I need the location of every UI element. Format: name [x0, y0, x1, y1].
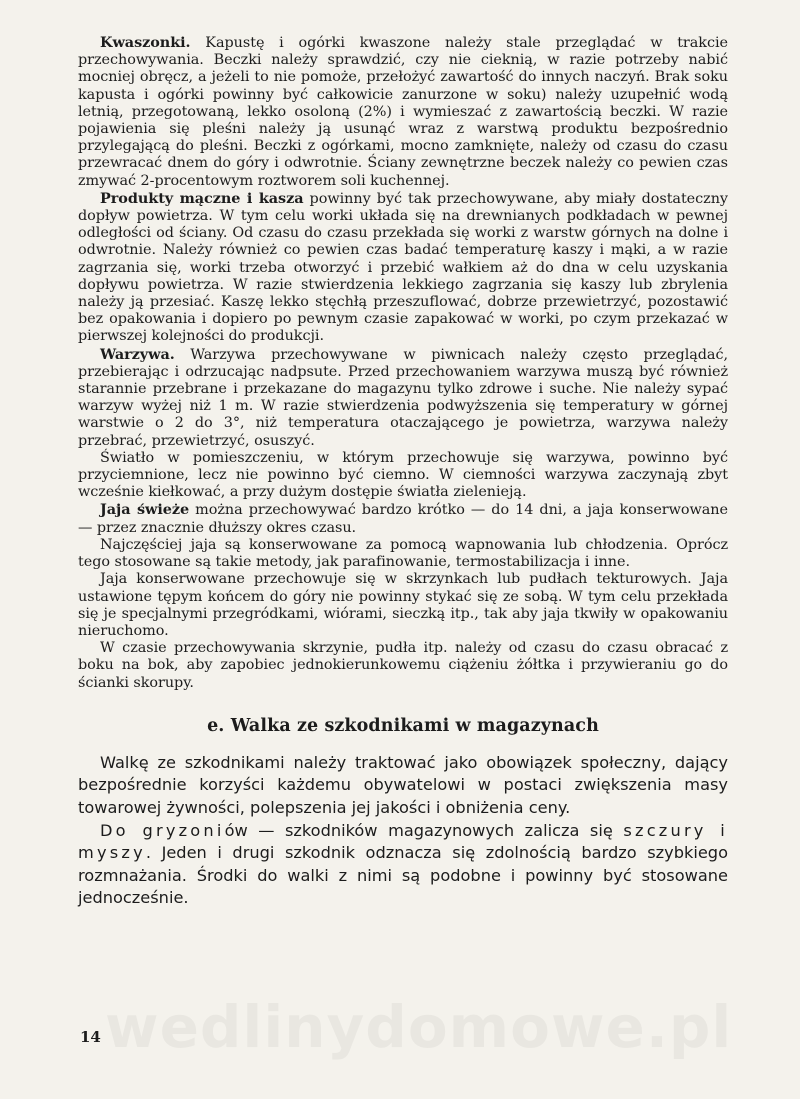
spaced-term: Do gryzoni [100, 820, 225, 840]
paragraph-text: Jaja konserwowane przechowuje się w skrzynkach lub pudłach tekturowych. Jaja ustawione tępym końcem do góry nie powinny stykać się ze sobą. W tym celu przekłada się je specjalnymi przegródkami, wiórami, sieczką itp., tak aby jaja tkwiły w opakowaniu nieruchomo. [78, 571, 728, 639]
section-heading: e. Walka ze szkodnikami w magazynach [207, 715, 599, 736]
page-content [78, 34, 728, 910]
paragraph-lead: Warzywa. [100, 345, 175, 363]
paragraph-obowiazek: Walkę ze szkodnikami należy traktować jako obowiązek społeczny, dający bezpośrednie korzyści każdemu obywatelowi w postaci zwiększenia masy towarowej żywności, polepszenia jej jakości i obniżenia ceny. [78, 752, 728, 817]
spaced-term: szczury i myszy [78, 820, 729, 863]
paragraph-swiatlo [78, 450, 728, 502]
paragraph-text: Kapustę i ogórki kwaszone należy stale przeglądać w trakcie przechowywania. Beczki należy sprawdzić, czy nie cieknią, w razie potrzeby nabić mocniej obręcz, a jeżeli to nie pomoże, przełożyć zawartość do innych naczyń. Brak soku kapusta i ogórki powinny być całkowicie zanurzone w soku) należy uzupełnić wodą letnią, przegotowaną, lekko osoloną (2%) i wymieszać z zawartością beczki. W razie pojawienia się pleśni należy ją usunąć wraz z warstwą produktu bezpośrednio przylegającą do pleśni. Beczki z ogórkami, mocno zamknięte, należy od czasu do czasu przewracać dnem do góry i odwrotnie. Ściany zewnętrzne beczek należy co pewien czas zmywać 2-procentowym roztworem soli kuchennej. [78, 35, 728, 189]
paragraph-gryzonie [78, 820, 728, 910]
paragraph-lead: Jaja świeże [100, 501, 190, 519]
paragraph-text: ów — szkodników magazynowych zalicza się [224, 820, 624, 840]
watermark [105, 993, 732, 1061]
paragraph-text: Najczęściej jaja są konserwowane za pomocą wapnowania lub chłodzenia. Oprócz tego stosowane są takie metody, jak parafinowanie, termostabilizacja i inne. [78, 536, 728, 571]
paragraph-produkty-maczne [78, 190, 728, 346]
paragraph-lead: Produkty mączne i kasza [100, 189, 304, 207]
pests-section [78, 752, 728, 910]
paragraph-text: Warzywa przechowywane w piwnicach należy często przeglądać, przebierając i odrzucając nadpsute. Przed przechowaniem warzywa muszą być również starannie przebrane i przekazane do magazynu tylko zdrowe i suche. Nie należy sypać warzyw wyżej niż 1 m. W razie stwierdzenia podwyższenia się temperatury w górnej warstwie o 2 do 3°, niż temperatura otaczającego je powietrza, warzywa należy przebrać, przewietrzyć, osuszyć. [78, 346, 728, 449]
paragraph-jaja-swieze [78, 501, 728, 536]
paragraph-text: powinny być tak przechowywane, aby miały dostateczny dopływ powietrza. W tym celu worki układa się na drewnianych podkładach w pewnej odległości od ściany. Od czasu do czasu przekłada się worki z warstw górnych na dolne i odwrotnie. Należy również co pewien czas badać temperaturę kaszy i mąki, a w razie zagrzania się, worki trzeba otworzyć i przebić wałkiem aż do dna w celu uzyskania dopływu powietrza. W razie stwierdzenia lekkiego zagrzania się kaszy lub zbrylenia należy ją przesiać. Kaszę lekko stęchłą przeszuflować, dobrze przewietrzyć, pozostawić bez opakowania i dopiero po pewnym czasie zapakować w worki, po czym przekazać w pierwszej kolejności do produkcji. [78, 190, 728, 345]
paragraph-skrzynki [78, 571, 728, 640]
paragraph-kwaszonki [78, 34, 728, 190]
paragraph-obracanie [78, 640, 728, 692]
paragraph-lead: Kwaszonki. [100, 34, 191, 51]
paragraph-text: W czasie przechowywania skrzynie, pudła itp. należy od czasu do czasu obracać z boku na bok, aby zapobiec jednokierunkowemu ciążeniu żółtka i przywieraniu go do ścianki skorupy. [78, 640, 728, 691]
paragraph-jaja-konserwowane [78, 537, 728, 571]
paragraph-text: . Jeden i drugi szkodnik odznacza się zdolnością bardzo szybkiego rozmnażania. Środki do walki z nimi są podobne i powinny być stosowane jednocześnie. [78, 843, 728, 908]
paragraph-text: można przechowywać bardzo krótko — do 14 dni, a jaja konserwowane — przez znacznie dłuższy okres czasu. [78, 502, 728, 536]
paragraph-warzywa [78, 346, 728, 450]
storage-section [78, 34, 728, 692]
page-number: 14 [80, 1028, 101, 1046]
paragraph-text: Światło w pomieszczeniu, w którym przechowuje się warzywa, powinno być przyciemnione, lecz nie powinno być ciemno. W ciemności warzywa zaczynają zbyt wcześnie kiełkować, a przy dużym dostępie światła zielenieją. [78, 449, 728, 501]
